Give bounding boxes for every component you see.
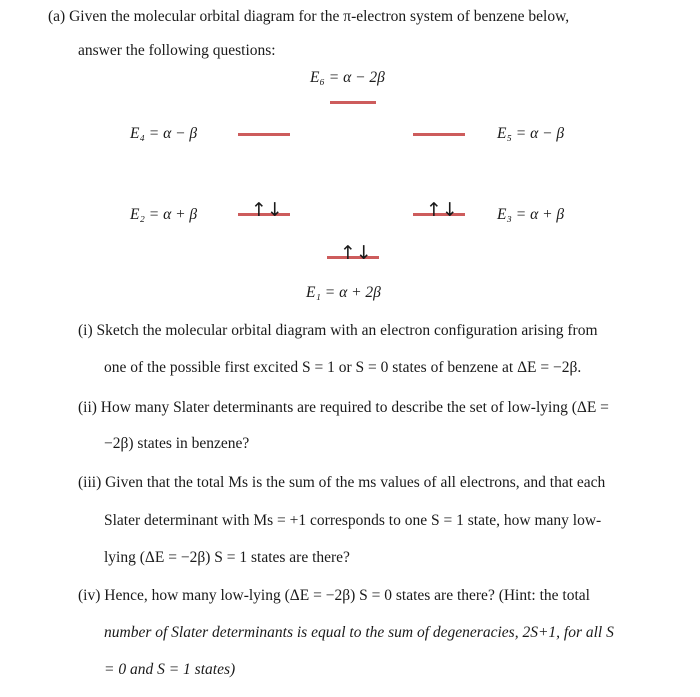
energy-level-e5 (413, 133, 465, 136)
part-iii-line-1: (iii) Given that the total Ms is the sum of the ms values of all electrons, and that each (78, 474, 606, 491)
part-iv-line-1: (iv) Hence, how many low-lying (ΔE = −2β) S = 0 states are there? (Hint: the total (78, 587, 590, 604)
energy-level-e6 (330, 101, 376, 104)
level-label-e6: E₆ = α − 2β (310, 69, 385, 86)
part-i-line-2: one of the possible first excited S = 1 or S = 0 states of benzene at ΔE = −2β. (104, 359, 582, 376)
level-label-e1: E₁ = α + 2β (306, 284, 381, 301)
part-ii-line-1: (ii) How many Slater determinants are required to describe the set of low-lying (ΔE = (78, 399, 609, 416)
electron-pair-arrows-e2: ↑↓ (251, 199, 283, 221)
part-ii-line-2: −2β) states in benzene? (104, 435, 250, 452)
part-iii-line-2: Slater determinant with Ms = +1 corresponds to one S = 1 state, how many low- (104, 512, 602, 529)
question-intro-line-2: answer the following questions: (78, 42, 276, 59)
part-i-line-1: (i) Sketch the molecular orbital diagram with an electron configuration arising from (78, 322, 598, 339)
level-label-e3: E₃ = α + β (497, 206, 565, 223)
level-label-e4: E₄ = α − β (130, 125, 198, 142)
electron-pair-arrows-e1: ↑↓ (340, 242, 372, 264)
energy-level-e4 (238, 133, 290, 136)
part-iii-line-3: lying (ΔE = −2β) S = 1 states are there? (104, 549, 350, 566)
electron-pair-arrows-e3: ↑↓ (426, 199, 458, 221)
level-label-e5: E₅ = α − β (497, 125, 565, 142)
part-iv-line-2: number of Slater determinants is equal to the sum of degeneracies, 2S+1, for all S (104, 624, 614, 641)
part-iv-line-3: = 0 and S = 1 states) (104, 661, 236, 678)
question-intro-line-1: (a) Given the molecular orbital diagram for the π-electron system of benzene below, (48, 8, 570, 25)
level-label-e2: E₂ = α + β (130, 206, 198, 223)
